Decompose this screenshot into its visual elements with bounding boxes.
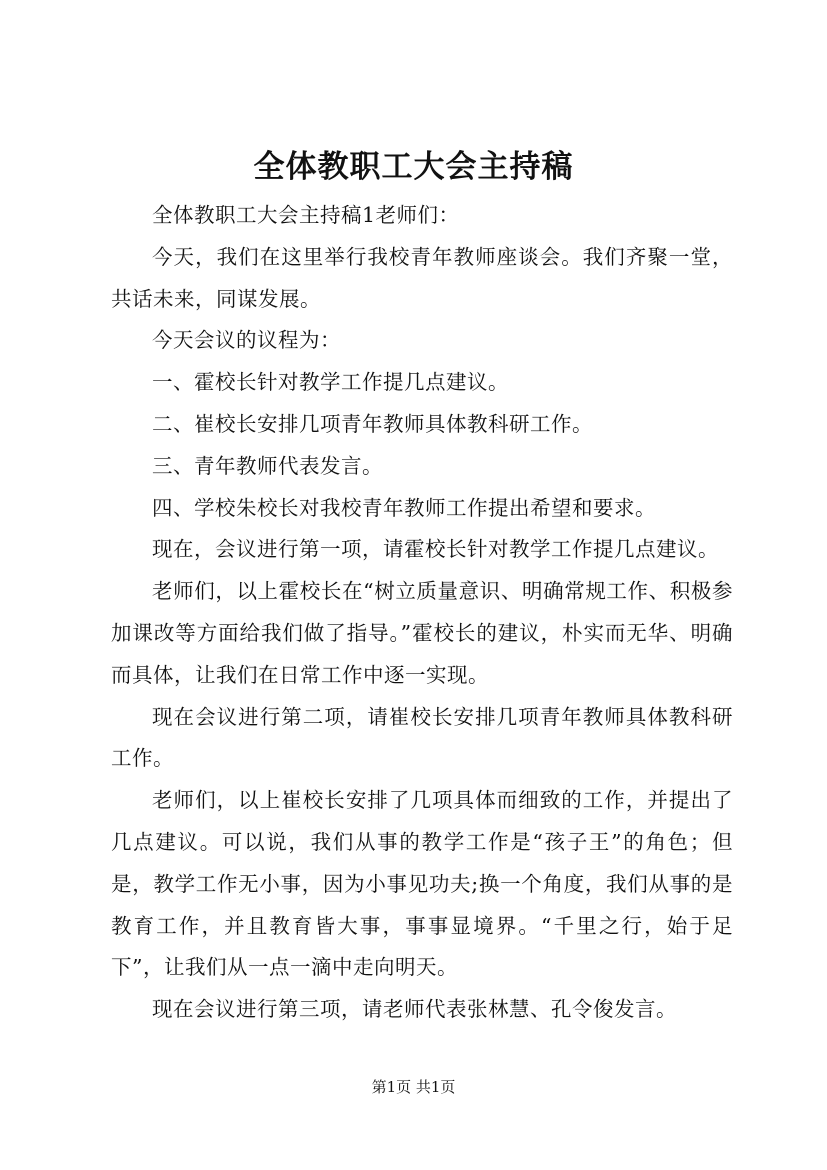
page-footer: 第1页 共1页 <box>371 1078 456 1096</box>
paragraph: 老师们，以上霍校长在“树立质量意识、明确常规工作、积极参加课改等方面给我们做了指导。”霍校长的建议，朴实而无华、明确而具体，让我们在日常工作中逐一实现。 <box>111 579 733 687</box>
paragraph: 一、霍校长针对教学工作提几点建议。 <box>152 370 509 395</box>
paragraph: 现在会议进行第三项，请老师代表张林慧、孔令俊发言。 <box>152 997 677 1022</box>
paragraph: 三、青年教师代表发言。 <box>152 453 383 478</box>
paragraph: 现在会议进行第二项，请崔校长安排几项青年教师具体教科研工作。 <box>111 704 733 771</box>
document-body <box>111 195 733 1031</box>
document-title: 全体教职工大会主持稿 <box>253 149 574 185</box>
paragraph: 老师们，以上崔校长安排了几项具体而细致的工作，并提出了几点建议。可以说，我们从事的教学工作是“孩子王”的角色；但是，教学工作无小事，因为小事见功夫;换一个角度，我们从事的是教育工作，并且教育皆大事，事事显境界。“千里之行，始于足下”，让我们从一点一滴中走向明天。 <box>111 788 733 980</box>
paragraph: 全体教职工大会主持稿1老师们： <box>152 203 460 227</box>
paragraph: 现在，会议进行第一项，请霍校长针对教学工作提几点建议。 <box>152 537 719 562</box>
paragraph: 四、学校朱校长对我校青年教师工作提出希望和要求。 <box>152 495 656 520</box>
paragraph: 今天，我们在这里举行我校青年教师座谈会。我们齐聚一堂，共话未来，同谋发展。 <box>111 244 733 311</box>
paragraph: 二、崔校长安排几项青年教师具体教科研工作。 <box>152 411 593 436</box>
paragraph: 今天会议的议程为： <box>152 328 341 353</box>
